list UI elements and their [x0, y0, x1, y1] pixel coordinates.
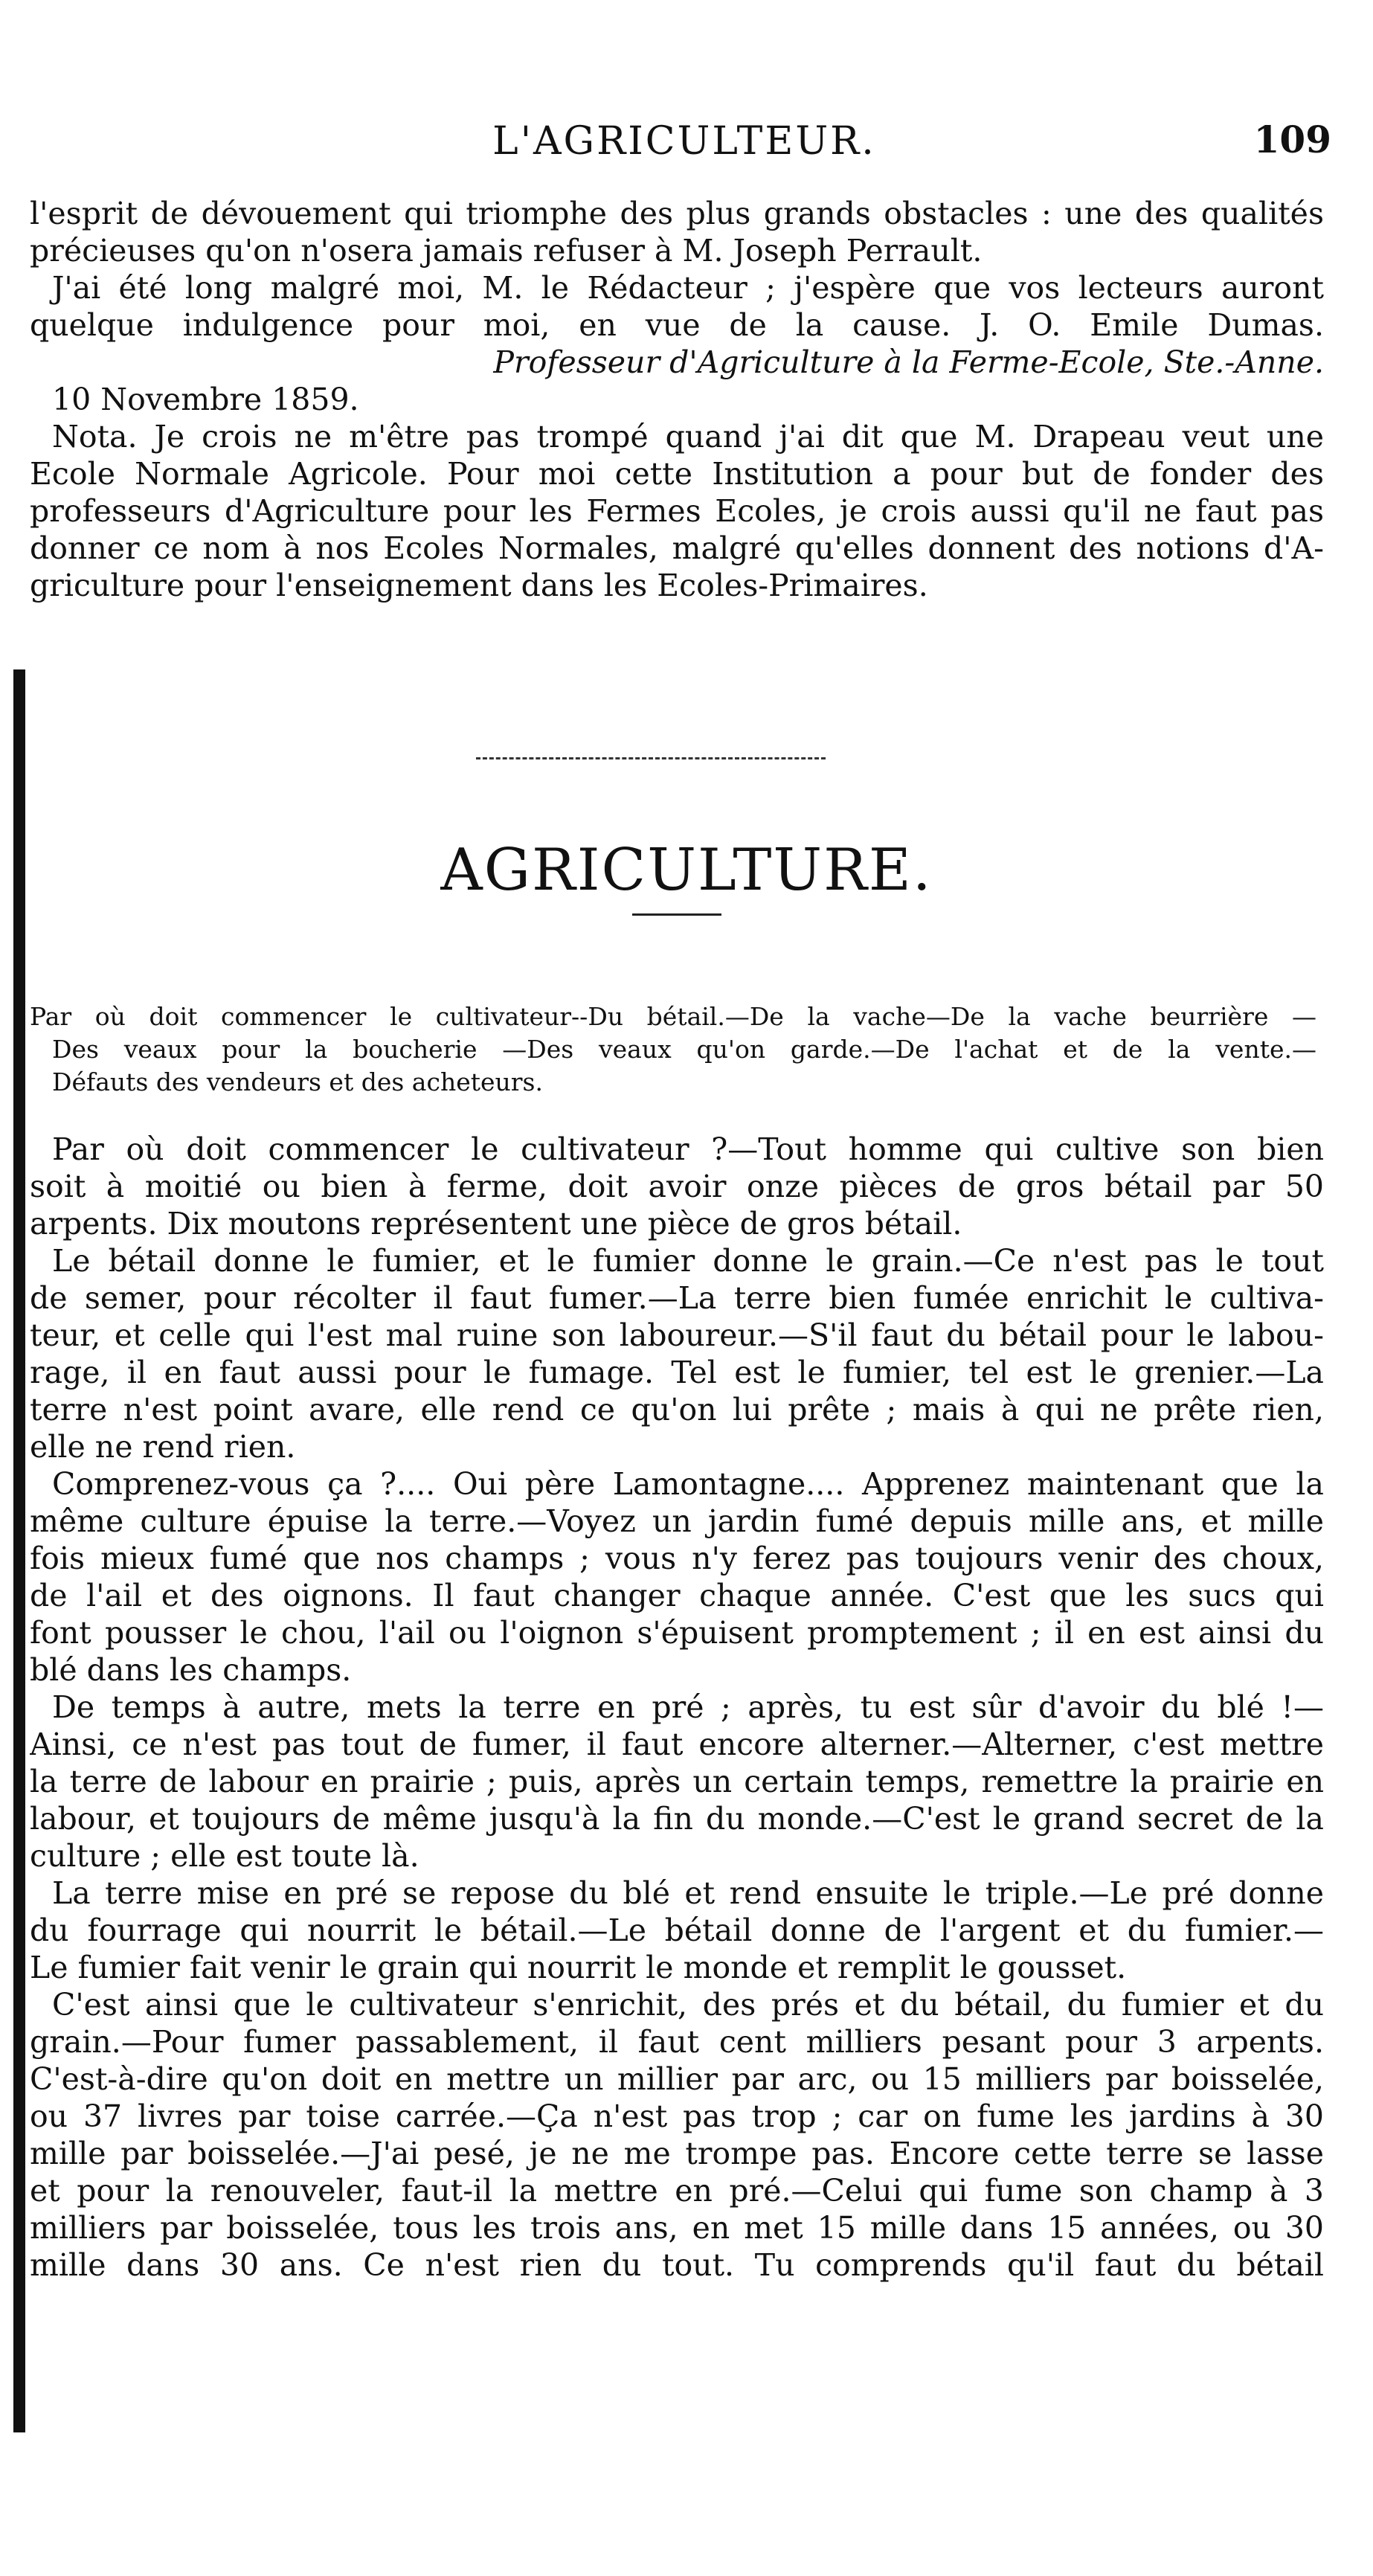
- letter-signature-line: quelque indulgence pour moi, en vue de la cause. J. O. Emile Dumas.: [30, 307, 1324, 343]
- section-title: AGRICULTURE.: [440, 837, 933, 904]
- body-line: culture ; elle est toute là.: [30, 1838, 419, 1874]
- article-body: [30, 1131, 1324, 2284]
- nota-line: Ecole Normale Agricole. Pour moi cette Institution a pour but de fonder des: [30, 456, 1324, 492]
- body-line: Ainsi, ce n'est pas tout de fumer, il faut encore alterner.—Alterner, c'est mettre: [30, 1727, 1324, 1762]
- body-line: soit à moitié ou bien à ferme, doit avoir onze pièces de gros bétail par 50: [30, 1169, 1324, 1204]
- body-line: mille dans 30 ans. Ce n'est rien du tout. Tu comprends qu'il faut du bétail: [30, 2247, 1324, 2283]
- body-line: même culture épuise la terre.—Voyez un jardin fumé depuis mille ans, et mille: [30, 1503, 1324, 1539]
- body-line: ou 37 livres par toise carrée.—Ça n'est pas trop ; car on fume les jardins à 30: [30, 2098, 1324, 2134]
- body-line: Le fumier fait venir le grain qui nourrit le monde et remplit le gousset.: [30, 1950, 1127, 1985]
- body-line: et pour la renouveler, faut-il la mettre en pré.—Celui qui fume son champ à 3: [30, 2173, 1324, 2209]
- margin-scan-bar: [13, 669, 25, 2432]
- nota-line: griculture pour l'enseignement dans les Ecoles-Primaires.: [30, 568, 928, 603]
- summary-line: Des veaux pour la boucherie —Des veaux qu'on garde.—De l'achat et de la vente.—: [52, 1035, 1316, 1064]
- body-line: De temps à autre, mets la terre en pré ; après, tu est sûr d'avoir du blé !—: [52, 1689, 1324, 1725]
- body-line: la terre de labour en prairie ; puis, après un certain temps, remettre la prairie en: [30, 1764, 1324, 1799]
- body-line: fois mieux fumé que nos champs ; vous n'y ferez pas toujours venir des choux,: [30, 1541, 1324, 1576]
- body-line: terre n'est point avare, elle rend ce qu'on lui prête ; mais à qui ne prête rien,: [30, 1392, 1324, 1427]
- body-line: labour, et toujours de même jusqu'à la fin du monde.—C'est le grand secret de la: [30, 1801, 1324, 1837]
- summary-line: Défauts des vendeurs et des acheteurs.: [52, 1067, 543, 1096]
- letter-line: précieuses qu'on n'osera jamais refuser à M. Joseph Perrault.: [30, 233, 983, 269]
- nota-line: donner ce nom à nos Ecoles Normales, malgré qu'elles donnent des notions d'A-: [30, 530, 1324, 566]
- letter-line: l'esprit de dévouement qui triomphe des plus grands obstacles : une des qualités: [30, 196, 1324, 231]
- summary-line: Par où doit commencer le cultivateur--Du bétail.—De la vache—De la vache beurrière —: [30, 1002, 1316, 1031]
- body-line: Par où doit commencer le cultivateur ?—Tout homme qui cultive son bien: [52, 1131, 1324, 1167]
- page-number: 109: [1253, 118, 1331, 161]
- signature-title: Professeur d'Agriculture à la Ferme-Ecole, Ste.-Anne.: [493, 344, 1324, 380]
- body-line: rage, il en faut aussi pour le fumage. Tel est le fumier, tel est le grenier.—La: [30, 1355, 1324, 1390]
- body-line: du fourrage qui nourrit le bétail.—Le bétail donne de l'argent et du fumier.—: [30, 1912, 1324, 1948]
- body-line: de l'ail et des oignons. Il faut changer chaque année. C'est que les sucs qui: [30, 1578, 1324, 1613]
- running-title: L'AGRICULTEUR.: [492, 119, 876, 164]
- nota-line: Nota. Je crois ne m'être pas trompé quand j'ai dit que M. Drapeau veut une: [52, 419, 1324, 455]
- title-underline: [632, 913, 721, 916]
- body-line: C'est ainsi que le cultivateur s'enrichit, des prés et du bétail, du fumier et du: [52, 1987, 1324, 2023]
- body-line: La terre mise en pré se repose du blé et rend ensuite le triple.—Le pré donne: [52, 1875, 1324, 1911]
- body-line: teur, et celle qui l'est mal ruine son laboureur.—S'il faut du bétail pour le labou-: [30, 1317, 1324, 1353]
- letter-block: [30, 195, 1324, 604]
- separator-rule: [476, 757, 826, 759]
- letter-line: J'ai été long malgré moi, M. le Rédacteur ; j'espère que vos lecteurs auront: [52, 270, 1324, 306]
- body-line: font pousser le chou, l'ail ou l'oignon s'épuisent promptement ; il en est ainsi du: [30, 1615, 1324, 1651]
- body-line: Le bétail donne le fumier, et le fumier donne le grain.—Ce n'est pas le tout: [52, 1243, 1324, 1279]
- body-line: milliers par boisselée, tous les trois ans, en met 15 mille dans 15 années, ou 30: [30, 2210, 1324, 2246]
- body-line: arpents. Dix moutons représentent une pièce de gros bétail.: [30, 1206, 962, 1242]
- body-line: C'est-à-dire qu'on doit en mettre un millier par arc, ou 15 milliers par boisselée,: [30, 2061, 1324, 2097]
- body-line: de semer, pour récolter il faut fumer.—La terre bien fumée enrichit le cultiva-: [30, 1280, 1324, 1316]
- letter-date: 10 Novembre 1859.: [52, 382, 359, 417]
- section-summary: [30, 1000, 1316, 1099]
- body-line: Comprenez-vous ça ?.... Oui père Lamontagne.... Apprenez maintenant que la: [52, 1466, 1324, 1502]
- body-line: mille par boisselée.—J'ai pesé, je ne me trompe pas. Encore cette terre se lasse: [30, 2136, 1324, 2171]
- body-line: blé dans les champs.: [30, 1652, 352, 1688]
- body-line: elle ne rend rien.: [30, 1429, 296, 1465]
- body-line: grain.—Pour fumer passablement, il faut cent milliers pesant pour 3 arpents.: [30, 2024, 1324, 2060]
- nota-line: professeurs d'Agriculture pour les Fermes Ecoles, je crois aussi qu'il ne faut pas: [30, 493, 1324, 529]
- page-header: [30, 112, 1339, 171]
